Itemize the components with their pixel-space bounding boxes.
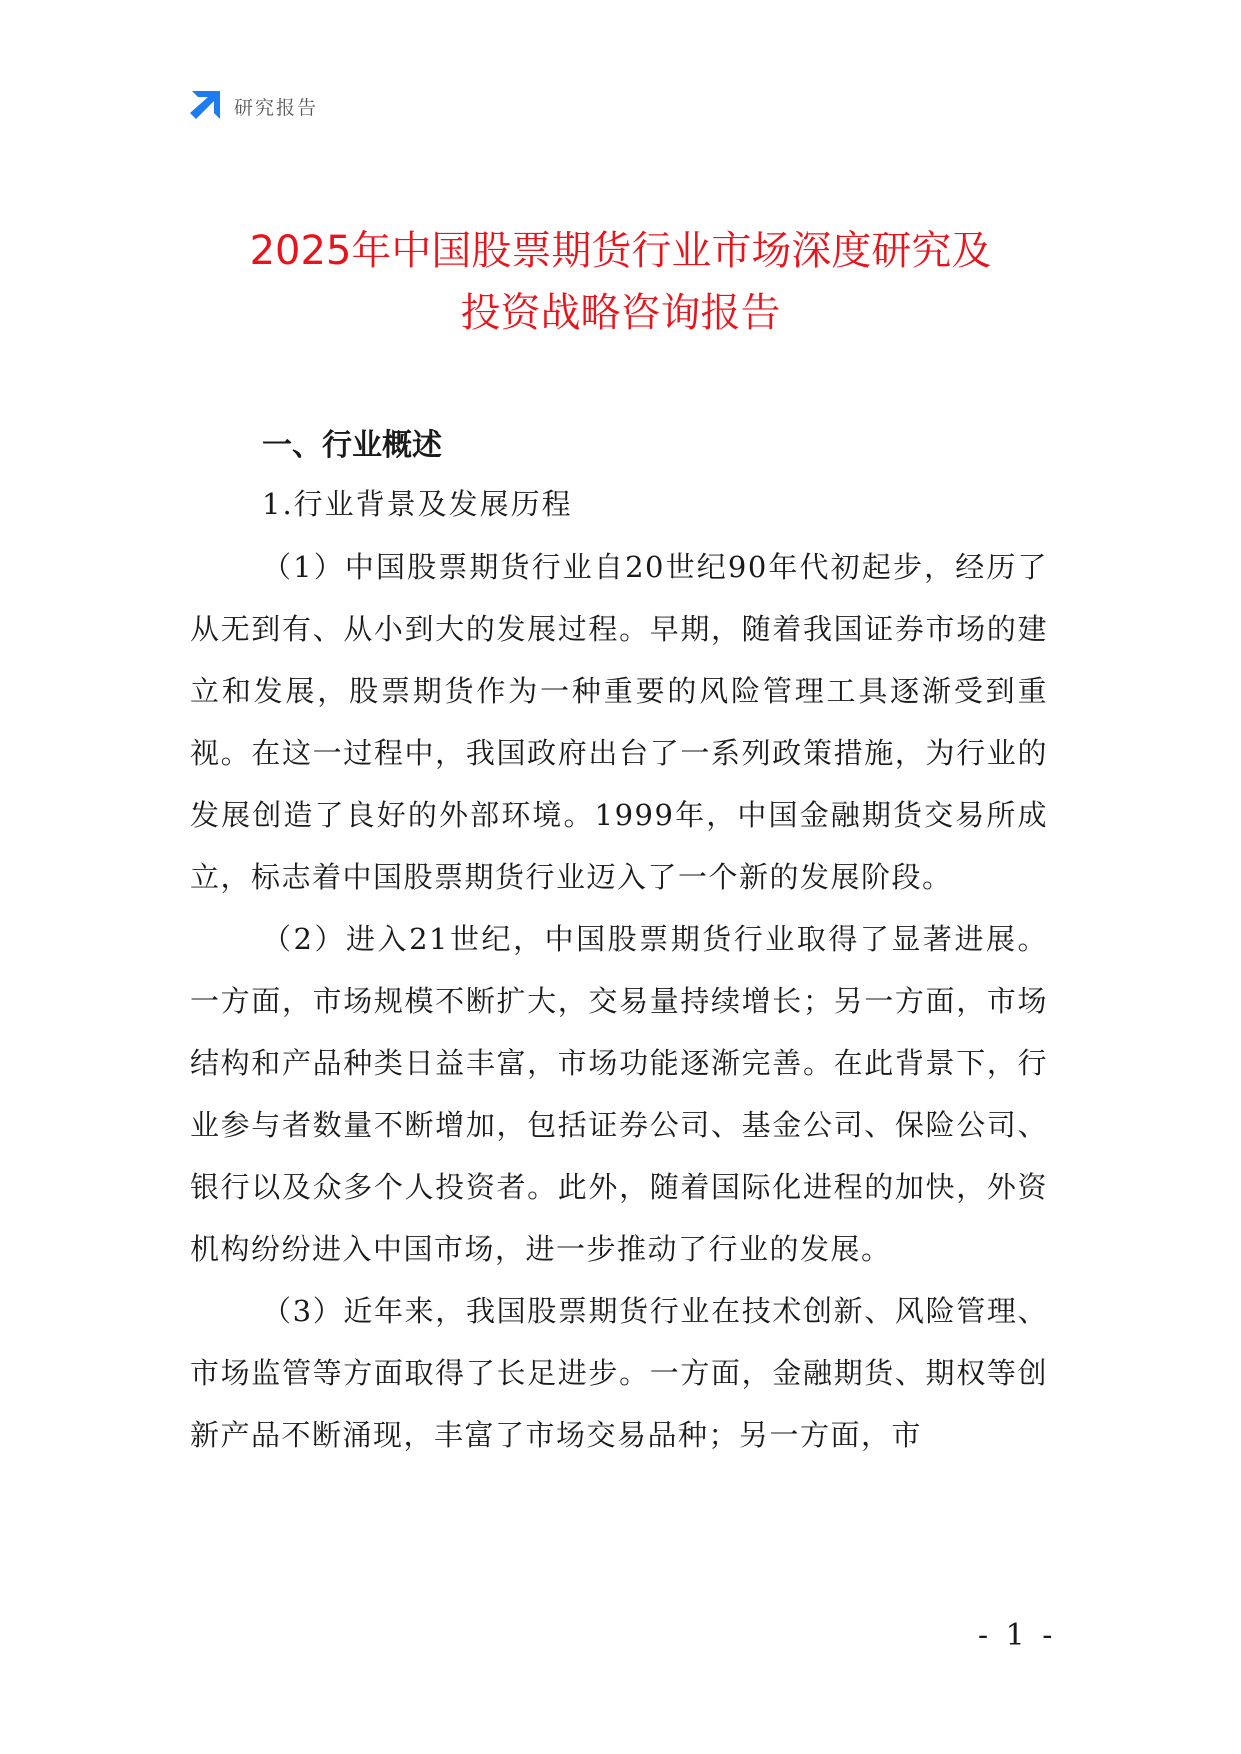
report-header: [188, 88, 318, 124]
report-title: [150, 220, 1091, 344]
paragraph-3: （3）近年来，我国股票期货行业在技术创新、风险管理、市场监管等方面取得了长足进步。一方面，金融期货、期权等创新产品不断涌现，丰富了市场交易品种；另一方面，市: [190, 1294, 1048, 1452]
paragraph-2: （2）进入21世纪，中国股票期货行业取得了显著进展。一方面，市场规模不断扩大，交易量持续增长；另一方面，市场结构和产品种类日益丰富，市场功能逐渐完善。在此背景下，行业参与者数量不断增加，包括证券公司、基金公司、保险公司、银行以及众多个人投资者。此外，随着国际化进程的加快，外资机构纷纷进入中国市场，进一步推动了行业的发展。: [190, 922, 1048, 1266]
page-number: - 1 -: [978, 1618, 1057, 1653]
header-label: 研究报告: [234, 96, 319, 119]
section-heading: 一、行业概述: [262, 428, 442, 463]
body-content: [190, 536, 1048, 1466]
arrow-up-right-logo-icon: [188, 89, 222, 123]
report-title-line-1: 2025年中国股票期货行业市场深度研究及: [249, 228, 992, 274]
subsection-heading: 1.行业背景及发展历程: [262, 487, 573, 521]
report-title-line-2: 投资战略咨询报告: [460, 290, 781, 336]
paragraph-1: （1）中国股票期货行业自20世纪90年代初起步，经历了从无到有、从小到大的发展过程。早期，随着我国证券市场的建立和发展，股票期货作为一种重要的风险管理工具逐渐受到重视。在这一过程中，我国政府出台了一系列政策措施，为行业的发展创造了良好的外部环境。1999年，中国金融期货交易所成立，标志着中国股票期货行业迈入了一个新的发展阶段。: [190, 550, 1048, 894]
